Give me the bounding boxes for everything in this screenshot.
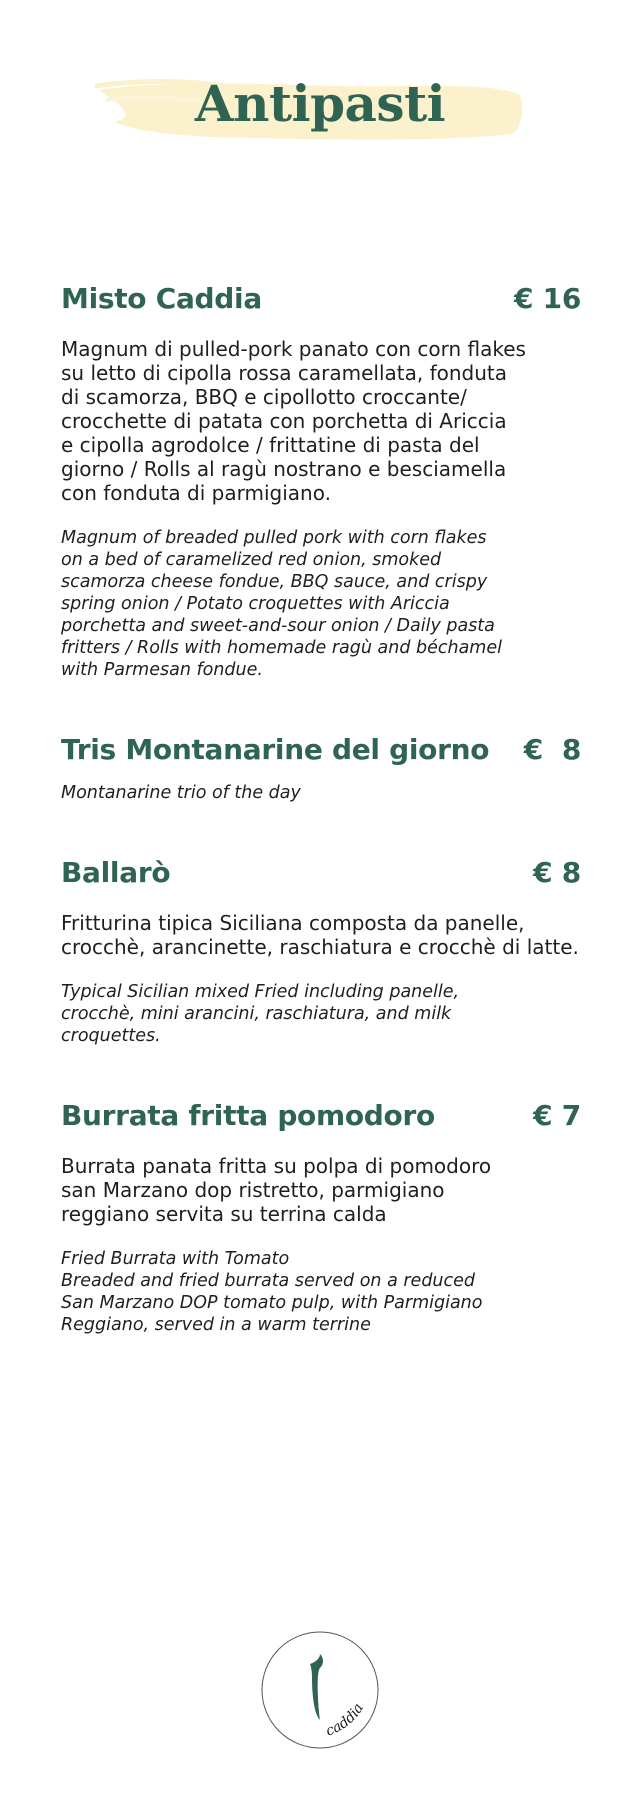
item-description-english: Fried Burrata with Tomato Breaded and fried burrata served on a reduced San Marzano DOP tomato pulp, with Parmigiano Reggiano, served in a warm terrine — [61, 1249, 483, 1335]
page-title: Antipasti — [194, 74, 446, 133]
item-name: Misto Caddia — [61, 282, 262, 315]
item-price: € 7 — [533, 1099, 581, 1132]
menu-item-header — [61, 733, 581, 766]
logo-text: caddia — [323, 1700, 367, 1740]
item-name: Burrata fritta pomodoro — [61, 1099, 435, 1132]
item-price: € 8 — [533, 856, 581, 889]
item-price: € 8 — [523, 733, 581, 766]
item-description-italian: Burrata panata fritta su polpa di pomodoro san Marzano dop ristretto, parmigiano reggiano servita su terrina calda — [61, 1154, 492, 1226]
item-description-english: Montanarine trio of the day — [61, 783, 301, 803]
item-name: Ballarò — [61, 856, 171, 889]
menu-item-burrata-fritta — [61, 1099, 581, 1336]
svg-text:caddia — [323, 1701, 366, 1740]
menu-header — [0, 60, 640, 160]
menu-item-header — [61, 282, 581, 315]
item-name: Tris Montanarine del giorno — [61, 733, 490, 766]
caddia-logo — [258, 1628, 382, 1752]
menu-item-header — [61, 856, 581, 889]
item-description-english: Typical Sicilian mixed Fried including panelle, crocchè, mini arancini, raschiatura, and milk croquettes. — [61, 982, 460, 1046]
item-description-italian: Magnum di pulled-pork panato con corn flakes su letto di cipolla rossa caramellata, fonduta di scamorza, BBQ e cipollotto croccante/ crocchette di patata con porchetta di Ariccia e cipolla agrodolce / frittatine di pasta del giorno / Rolls al ragù nostrano e besciamella con fonduta di parmigiano. — [61, 337, 526, 505]
menu-item-misto-caddia — [61, 282, 581, 681]
menu-item-ballaro — [61, 856, 581, 1047]
menu-item-header — [61, 1099, 581, 1132]
item-price: € 16 — [514, 282, 581, 315]
item-description-english: Magnum of breaded pulled pork with corn flakes on a bed of caramelized red onion, smoked scamorza cheese fondue, BBQ sauce, and crispy spring onion / Potato croquettes with Ariccia porchetta and sweet-and-sour onion / Daily pasta fritters / Rolls with homemade ragù and béchamel with Parmesan fondue. — [61, 528, 502, 680]
item-description-italian: Fritturina tipica Siciliana composta da panelle, crocchè, arancinette, raschiatura e crocchè di latte. — [61, 911, 579, 959]
menu-item-tris-montanarine — [61, 733, 581, 804]
menu-list — [61, 282, 581, 1388]
